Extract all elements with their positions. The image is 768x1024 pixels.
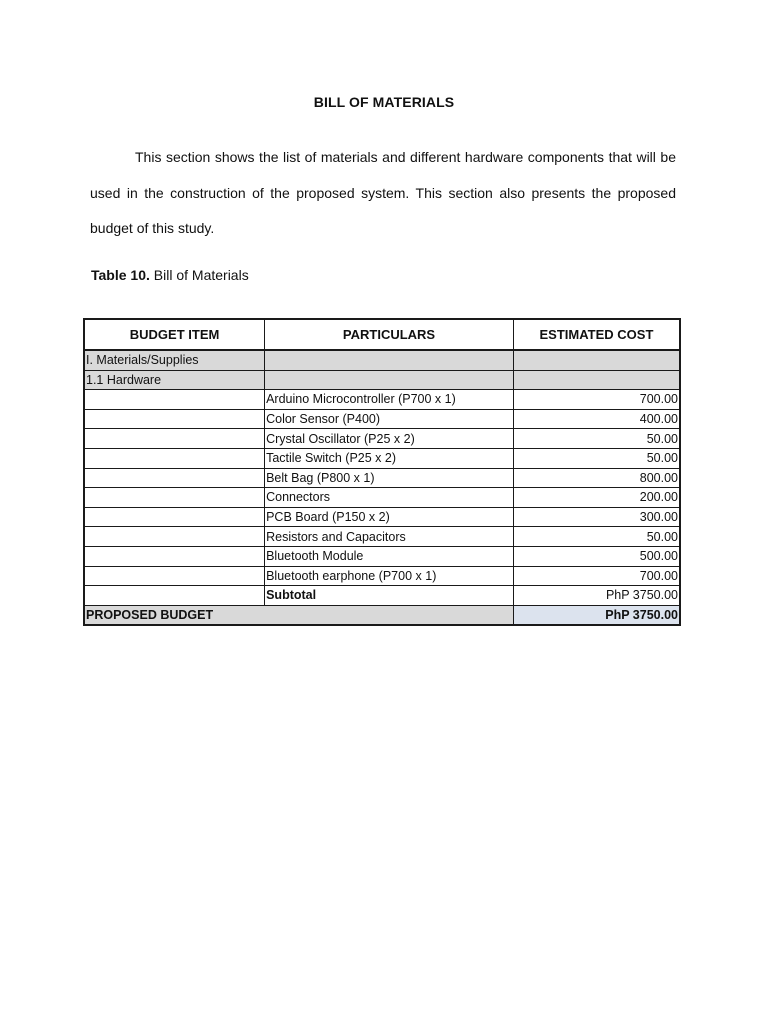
table-row — [84, 488, 680, 508]
cost-cell: 700.00 — [513, 390, 680, 410]
empty-cell — [84, 488, 265, 508]
empty-cell — [84, 448, 265, 468]
empty-cell — [84, 390, 265, 410]
cost-cell: 500.00 — [513, 546, 680, 566]
cost-cell: 700.00 — [513, 566, 680, 586]
empty-cell — [84, 566, 265, 586]
page-title: BILL OF MATERIALS — [313, 94, 455, 110]
table-caption-label: Table 10. — [91, 267, 150, 283]
section-row — [84, 370, 680, 390]
particular-cell: Arduino Microcontroller (P700 x 1) — [265, 390, 514, 410]
header-estimated-cost: ESTIMATED COST — [513, 319, 680, 350]
particular-cell: Bluetooth Module — [265, 546, 514, 566]
table-row — [84, 507, 680, 527]
particular-cell: Bluetooth earphone (P700 x 1) — [265, 566, 514, 586]
table-row — [84, 546, 680, 566]
table-row — [84, 390, 680, 410]
header-particulars: PARTICULARS — [265, 319, 514, 350]
table-row — [84, 448, 680, 468]
table-row — [84, 409, 680, 429]
subtotal-value: PhP 3750.00 — [513, 586, 680, 606]
table-row — [84, 429, 680, 449]
empty-cell — [84, 546, 265, 566]
particular-cell: Crystal Oscillator (P25 x 2) — [265, 429, 514, 449]
cost-cell: 400.00 — [513, 409, 680, 429]
cost-cell: 200.00 — [513, 488, 680, 508]
particular-cell: Color Sensor (P400) — [265, 409, 514, 429]
cost-cell: 50.00 — [513, 527, 680, 547]
cost-cell: 800.00 — [513, 468, 680, 488]
proposed-budget-label: PROPOSED BUDGET — [84, 605, 513, 625]
particular-cell: Tactile Switch (P25 x 2) — [265, 448, 514, 468]
table-row — [84, 468, 680, 488]
particular-cell: Belt Bag (P800 x 1) — [265, 468, 514, 488]
empty-cell — [513, 370, 680, 390]
empty-cell — [265, 370, 514, 390]
empty-cell — [84, 468, 265, 488]
table-caption-text: Bill of Materials — [149, 267, 249, 283]
intro-paragraph: This section shows the list of materials and different hardware components that will be used in the construction of the proposed system. This section also presents the proposed budget of this study. — [90, 149, 676, 236]
section-label: I. Materials/Supplies — [84, 350, 265, 370]
particular-cell: Connectors — [265, 488, 514, 508]
cost-cell: 50.00 — [513, 429, 680, 449]
header-budget-item: BUDGET ITEM — [84, 319, 265, 350]
empty-cell — [265, 350, 514, 370]
subtotal-row — [84, 586, 680, 606]
cost-cell: 300.00 — [513, 507, 680, 527]
particular-cell: Resistors and Capacitors — [265, 527, 514, 547]
proposed-budget-value: PhP 3750.00 — [513, 605, 680, 625]
cost-cell: 50.00 — [513, 448, 680, 468]
empty-cell — [84, 586, 265, 606]
section-row — [84, 350, 680, 370]
section-label: 1.1 Hardware — [84, 370, 265, 390]
table-caption — [91, 267, 249, 283]
table-header-row — [84, 319, 680, 350]
bill-of-materials-table — [83, 318, 681, 626]
table-row — [84, 527, 680, 547]
empty-cell — [84, 429, 265, 449]
empty-cell — [84, 409, 265, 429]
empty-cell — [84, 507, 265, 527]
subtotal-label: Subtotal — [265, 586, 514, 606]
particular-cell: PCB Board (P150 x 2) — [265, 507, 514, 527]
empty-cell — [513, 350, 680, 370]
table-row — [84, 566, 680, 586]
empty-cell — [84, 527, 265, 547]
proposed-budget-row — [84, 605, 680, 625]
